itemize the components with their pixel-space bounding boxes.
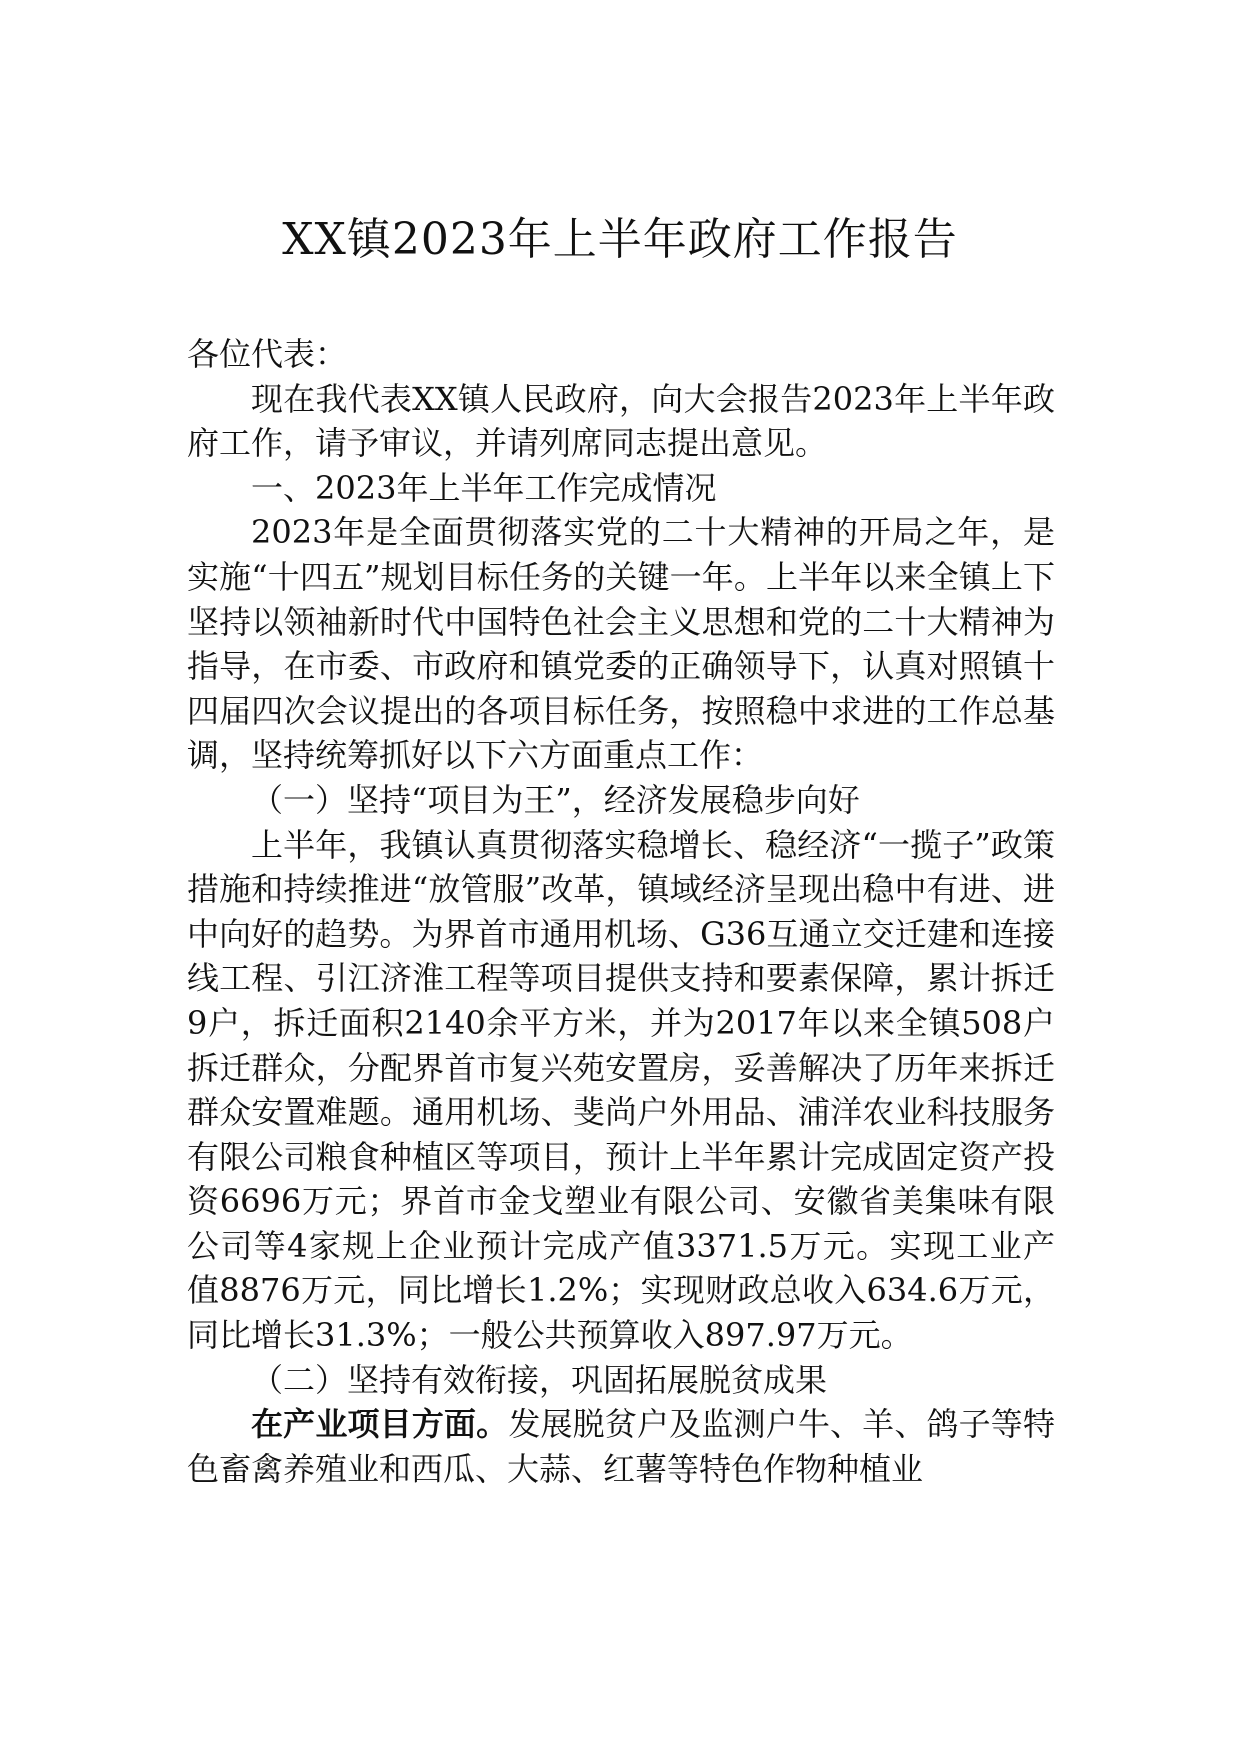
paragraph-lead-bold: 在产业项目方面。 bbox=[251, 1405, 509, 1444]
salutation: 各位代表： bbox=[187, 335, 348, 373]
subsection-1-paragraph: 上半年，我镇认真贯彻落实稳增长、稳经济“一揽子”政策措施和持续推进“放管服”改革，镇域经济呈现出稳中有进、进中向好的趋势。为界首市通用机场、G36互通立交迁建和连接线工程、引江济淮工程等项目提供支持和要素保障，累计拆迁9户，拆迁面积2140余平方米，并为2017年以来全镇508户拆迁群众，分配界首市复兴苑安置房，妥善解决了历年来拆迁群众安置难题。通用机场、斐尚户外用品、浦洋农业科技服务有限公司粮食种植区等项目，预计上半年累计完成固定资产投资6696万元；界首市金戈塑业有限公司、安徽省美集味有限公司等4家规上企业预计完成产值3371.5万元。实现工业产值8876万元，同比增长1.2%；实现财政总收入634.6万元，同比增长31.3%；一般公共预算收入897.97万元。 bbox=[187, 825, 1055, 1355]
subsection-heading-1: （一）坚持“项目为王”，经济发展稳步向好 bbox=[251, 780, 860, 819]
section-1-paragraph: 2023年是全面贯彻落实党的二十大精神的开局之年，是实施“十四五”规划目标任务的关键一年。上半年以来全镇上下坚持以领袖新时代中国特色社会主义思想和党的二十大精神为指导，在市委、市政府和镇党委的正确领导下，认真对照镇十四届四次会议提出的各项目标任务，按照稳中求进的工作总基调，坚持统筹抓好以下六方面重点工作： bbox=[187, 513, 1055, 775]
paragraph-text: 发展脱贫户及监测户牛、羊、鸽子等特色畜禽养殖业和西瓜、大蒜、红薯等特色作物种植业 bbox=[187, 1405, 1055, 1488]
section-heading-1: 一、2023年上半年工作完成情况 bbox=[251, 468, 717, 507]
document-title: XX镇2023年上半年政府工作报告 bbox=[282, 214, 958, 265]
document-body bbox=[187, 332, 1055, 1491]
intro-paragraph: 现在我代表XX镇人民政府，向大会报告2023年上半年政府工作，请予审议，并请列席同志提出意见。 bbox=[187, 379, 1055, 463]
subsection-heading-2: （二）坚持有效衔接，巩固拓展脱贫成果 bbox=[251, 1360, 828, 1399]
subsection-2-paragraph bbox=[187, 1402, 1055, 1491]
